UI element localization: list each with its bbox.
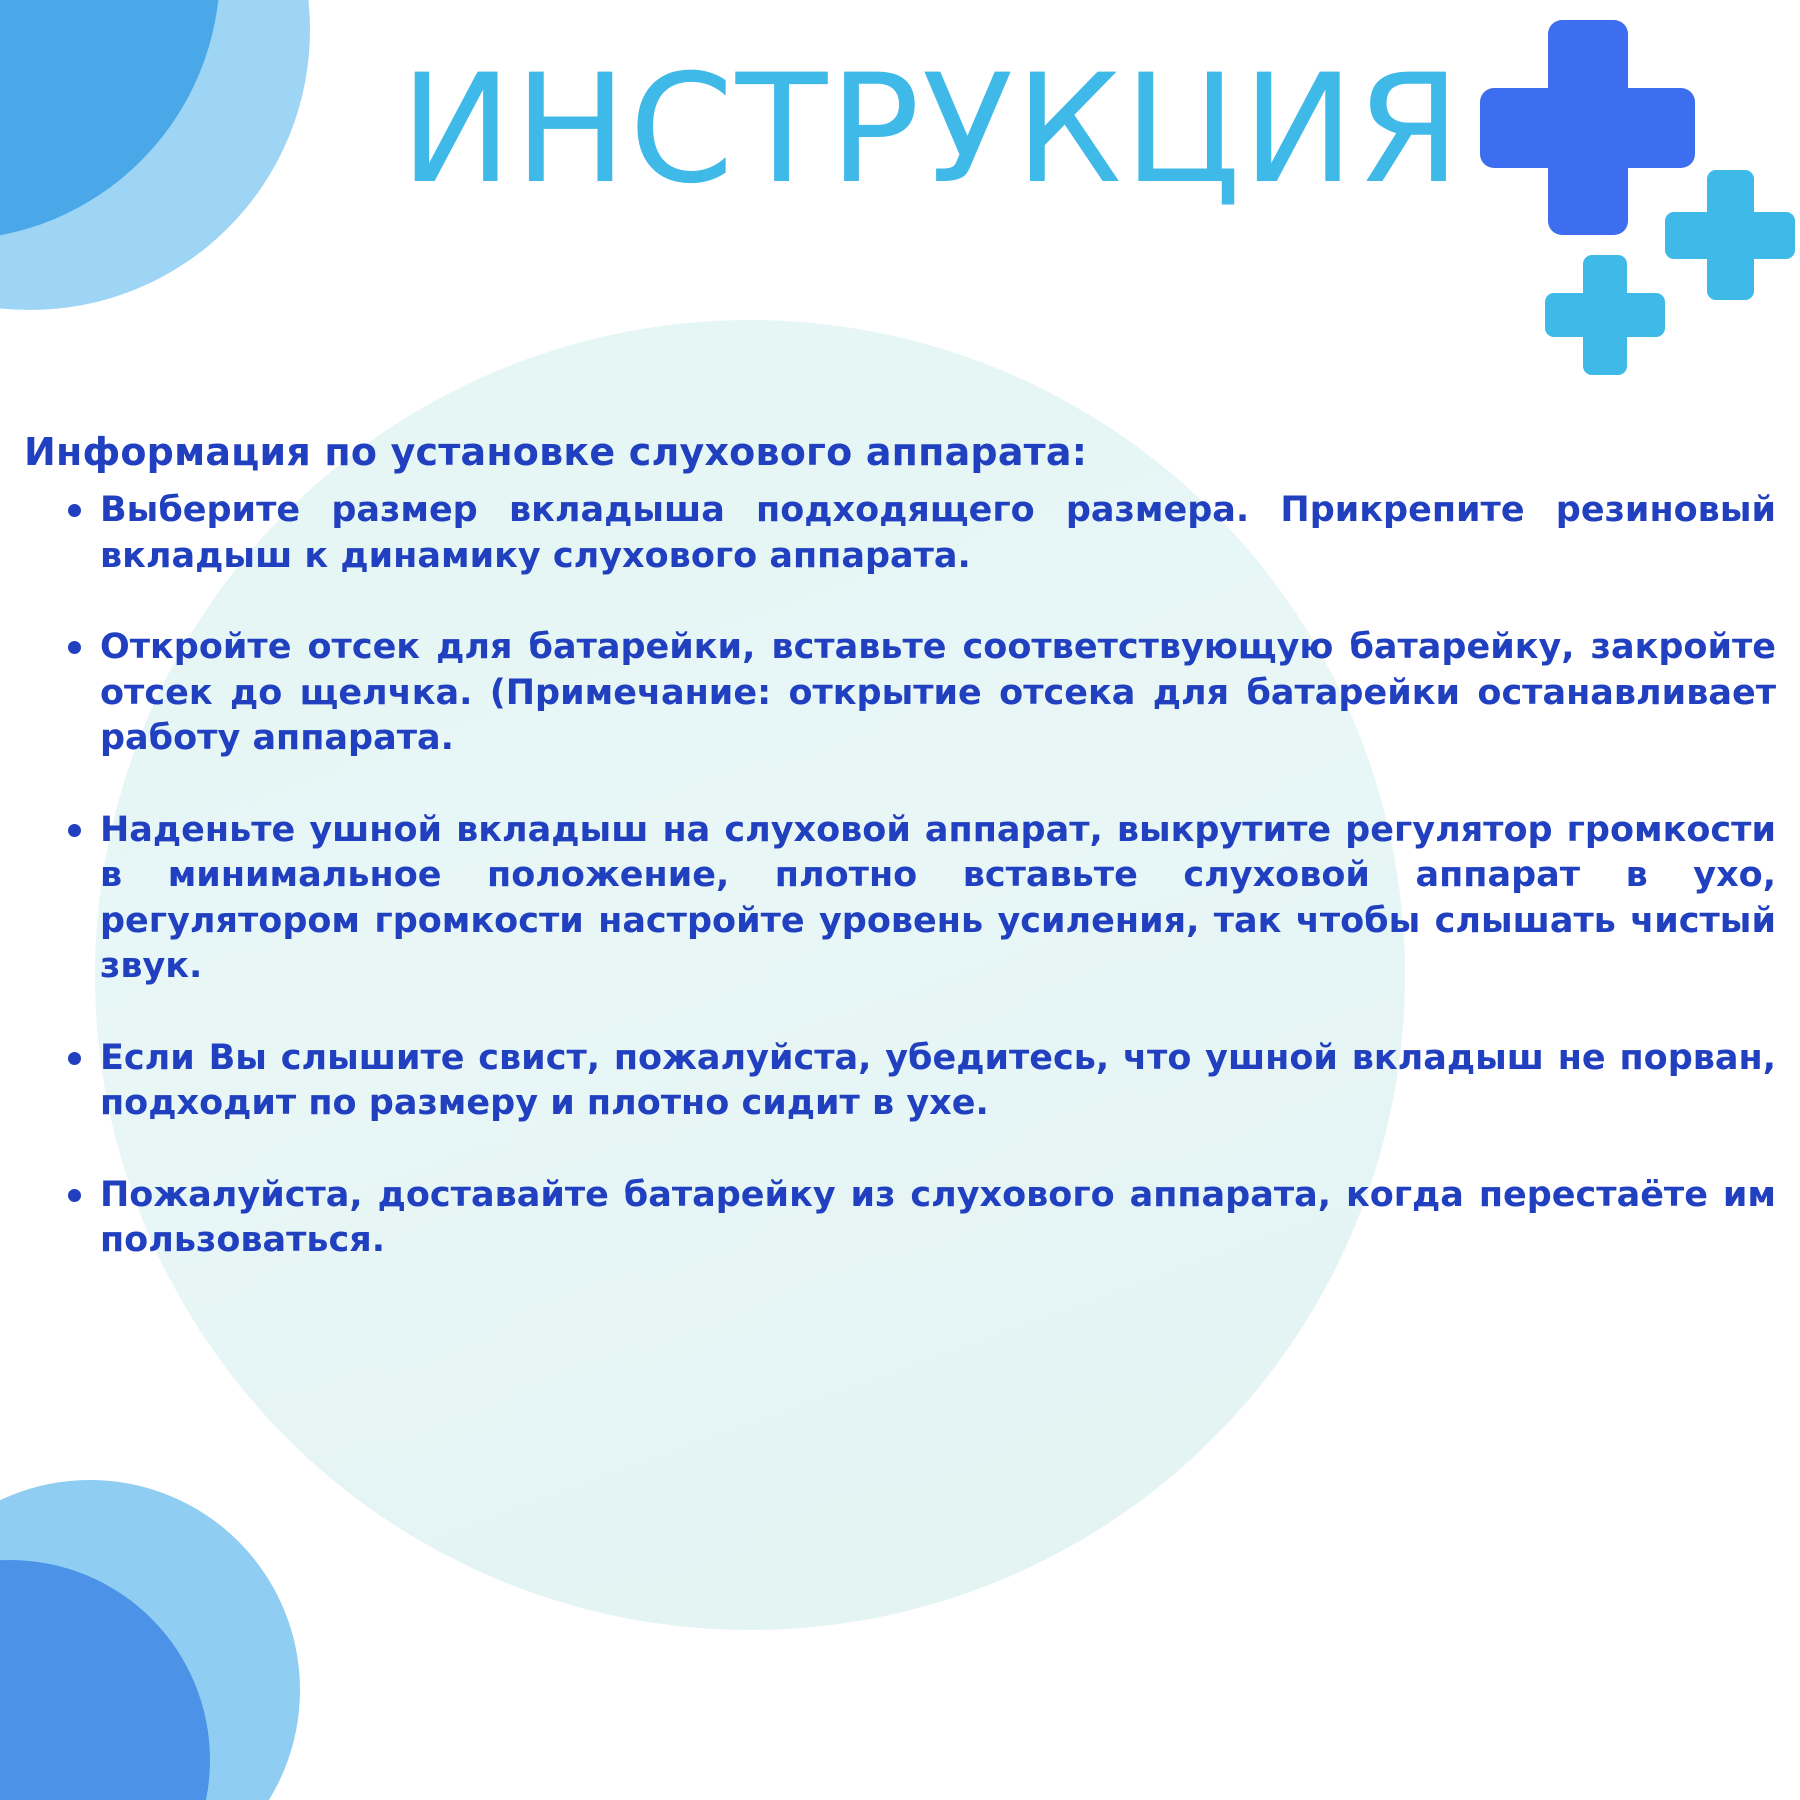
instructions-content	[0, 430, 1800, 1264]
list-item	[24, 625, 1776, 762]
plus-cross-icon-small	[1665, 170, 1795, 300]
page-header	[0, 0, 1800, 330]
bullet-icon	[68, 1189, 81, 1202]
page-title: ИНСТРУКЦИЯ	[400, 43, 1463, 217]
bullet-icon	[68, 641, 81, 654]
plus-cross-vertical-bar	[1707, 170, 1754, 300]
bullet-icon	[68, 1052, 81, 1065]
list-item-text: Пожалуйста, доставайте батарейку из слухового аппарата, когда перестаёте им пользоваться.	[100, 1174, 1776, 1260]
list-item-text: Если Вы слышите свист, пожалуйста, убедитесь, что ушной вкладыш не порван, подходит по размеру и плотно сидит в ухе.	[100, 1037, 1776, 1123]
plus-cross-vertical-bar	[1583, 255, 1627, 375]
instruction-steps-list	[24, 488, 1776, 1264]
list-item-text: Наденьте ушной вкладыш на слуховой аппарат, выкрутите регулятор громкости в минимальное положение, плотно вставьте слуховой аппарат в ухо, регулятором громкости настройте уровень усиления, так чтобы слышать чистый звук.	[100, 809, 1776, 986]
plus-cross-icon-large	[1480, 20, 1695, 235]
list-item	[24, 488, 1776, 579]
list-item-text: Выберите размер вкладыша подходящего размера. Прикрепите резиновый вкладыш к динамику слухового аппарата.	[100, 490, 1776, 576]
list-item	[24, 1036, 1776, 1127]
plus-cross-vertical-bar	[1548, 20, 1628, 235]
section-heading: Информация по установке слухового аппарата:	[24, 430, 1088, 474]
bullet-icon	[68, 504, 81, 517]
list-item	[24, 808, 1776, 990]
plus-cross-icon-medium	[1545, 255, 1665, 375]
bullet-icon	[68, 824, 81, 837]
list-item	[24, 1173, 1776, 1264]
list-item-text: Откройте отсек для батарейки, вставьте соответствующую батарейку, закройте отсек до щелчка. (Примечание: открытие отсека для батарейки останавливает работу аппарата.	[100, 627, 1776, 758]
